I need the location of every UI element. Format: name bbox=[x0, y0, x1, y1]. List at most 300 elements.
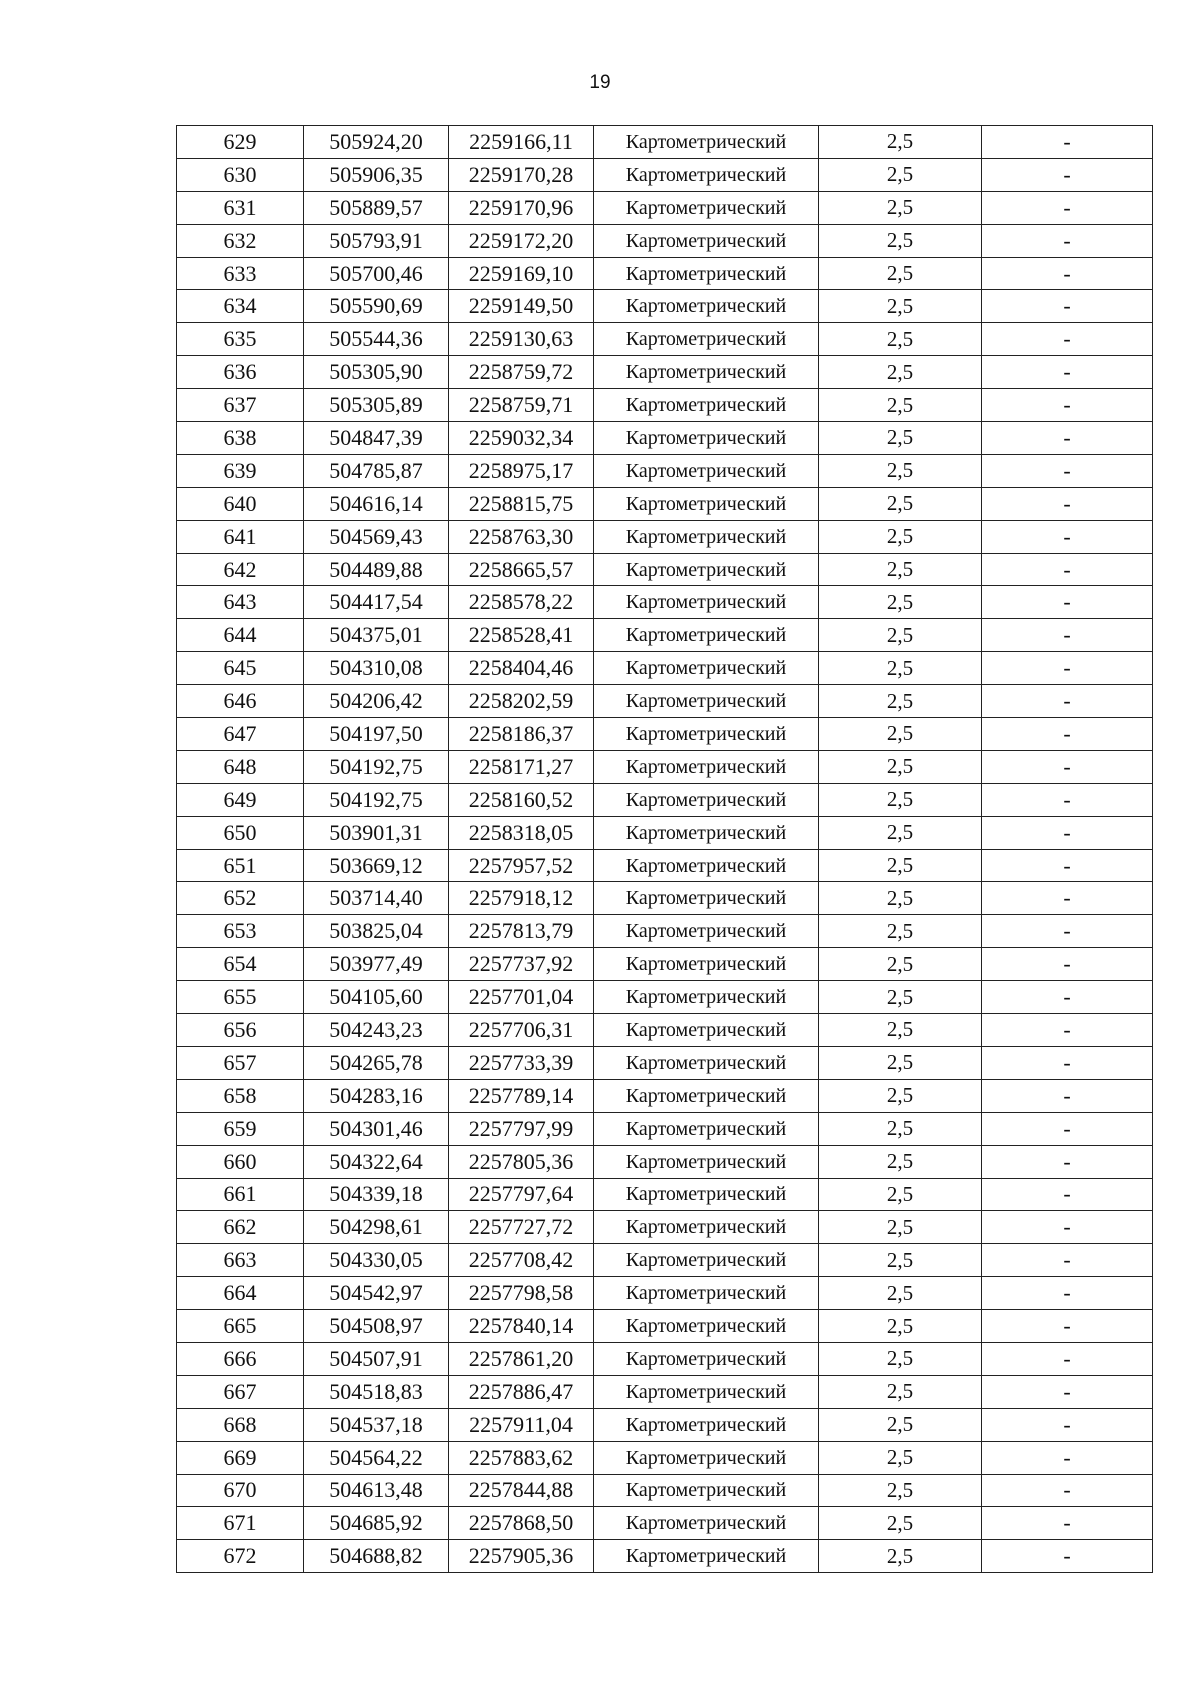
y-coordinate-cell: 2258763,30 bbox=[449, 520, 594, 553]
error-cell: 2,5 bbox=[819, 1408, 982, 1441]
table-row bbox=[177, 1145, 1153, 1178]
method-cell: Картометрический bbox=[594, 652, 819, 685]
point-number-cell: 640 bbox=[177, 487, 304, 520]
error-cell: 2,5 bbox=[819, 1046, 982, 1079]
x-coordinate-cell: 503901,31 bbox=[304, 816, 449, 849]
point-number-cell: 667 bbox=[177, 1375, 304, 1408]
table-row bbox=[177, 882, 1153, 915]
note-cell: - bbox=[982, 981, 1153, 1014]
point-number-cell: 635 bbox=[177, 323, 304, 356]
table-row bbox=[177, 356, 1153, 389]
table-row bbox=[177, 1342, 1153, 1375]
y-coordinate-cell: 2259032,34 bbox=[449, 422, 594, 455]
y-coordinate-cell: 2258171,27 bbox=[449, 750, 594, 783]
error-cell: 2,5 bbox=[819, 750, 982, 783]
note-cell: - bbox=[982, 1540, 1153, 1573]
table-row bbox=[177, 849, 1153, 882]
error-cell: 2,5 bbox=[819, 1507, 982, 1540]
point-number-cell: 651 bbox=[177, 849, 304, 882]
y-coordinate-cell: 2258815,75 bbox=[449, 487, 594, 520]
error-cell: 2,5 bbox=[819, 1079, 982, 1112]
y-coordinate-cell: 2258160,52 bbox=[449, 783, 594, 816]
method-cell: Картометрический bbox=[594, 356, 819, 389]
method-cell: Картометрический bbox=[594, 1046, 819, 1079]
y-coordinate-cell: 2257701,04 bbox=[449, 981, 594, 1014]
error-cell: 2,5 bbox=[819, 652, 982, 685]
x-coordinate-cell: 505924,20 bbox=[304, 126, 449, 159]
note-cell: - bbox=[982, 1145, 1153, 1178]
table-row bbox=[177, 1244, 1153, 1277]
x-coordinate-cell: 504206,42 bbox=[304, 685, 449, 718]
error-cell: 2,5 bbox=[819, 816, 982, 849]
y-coordinate-cell: 2258665,57 bbox=[449, 553, 594, 586]
note-cell: - bbox=[982, 454, 1153, 487]
table-row bbox=[177, 1046, 1153, 1079]
method-cell: Картометрический bbox=[594, 915, 819, 948]
method-cell: Картометрический bbox=[594, 454, 819, 487]
x-coordinate-cell: 504330,05 bbox=[304, 1244, 449, 1277]
x-coordinate-cell: 504283,16 bbox=[304, 1079, 449, 1112]
error-cell: 2,5 bbox=[819, 158, 982, 191]
method-cell: Картометрический bbox=[594, 1145, 819, 1178]
x-coordinate-cell: 505544,36 bbox=[304, 323, 449, 356]
error-cell: 2,5 bbox=[819, 1211, 982, 1244]
y-coordinate-cell: 2259166,11 bbox=[449, 126, 594, 159]
note-cell: - bbox=[982, 1342, 1153, 1375]
method-cell: Картометрический bbox=[594, 520, 819, 553]
error-cell: 2,5 bbox=[819, 1441, 982, 1474]
method-cell: Картометрический bbox=[594, 1079, 819, 1112]
note-cell: - bbox=[982, 1014, 1153, 1047]
point-number-cell: 670 bbox=[177, 1474, 304, 1507]
method-cell: Картометрический bbox=[594, 422, 819, 455]
y-coordinate-cell: 2257708,42 bbox=[449, 1244, 594, 1277]
point-number-cell: 665 bbox=[177, 1310, 304, 1343]
table-row bbox=[177, 783, 1153, 816]
x-coordinate-cell: 503669,12 bbox=[304, 849, 449, 882]
point-number-cell: 672 bbox=[177, 1540, 304, 1573]
page-number: 19 bbox=[589, 72, 611, 93]
point-number-cell: 646 bbox=[177, 685, 304, 718]
y-coordinate-cell: 2257868,50 bbox=[449, 1507, 594, 1540]
note-cell: - bbox=[982, 126, 1153, 159]
y-coordinate-cell: 2257727,72 bbox=[449, 1211, 594, 1244]
table-row bbox=[177, 1408, 1153, 1441]
point-number-cell: 654 bbox=[177, 948, 304, 981]
table-row bbox=[177, 619, 1153, 652]
y-coordinate-cell: 2259170,96 bbox=[449, 191, 594, 224]
y-coordinate-cell: 2259169,10 bbox=[449, 257, 594, 290]
x-coordinate-cell: 504507,91 bbox=[304, 1342, 449, 1375]
point-number-cell: 666 bbox=[177, 1342, 304, 1375]
y-coordinate-cell: 2257789,14 bbox=[449, 1079, 594, 1112]
y-coordinate-cell: 2257797,99 bbox=[449, 1112, 594, 1145]
note-cell: - bbox=[982, 520, 1153, 553]
point-number-cell: 645 bbox=[177, 652, 304, 685]
note-cell: - bbox=[982, 224, 1153, 257]
x-coordinate-cell: 504192,75 bbox=[304, 750, 449, 783]
point-number-cell: 639 bbox=[177, 454, 304, 487]
table-row bbox=[177, 487, 1153, 520]
point-number-cell: 636 bbox=[177, 356, 304, 389]
point-number-cell: 630 bbox=[177, 158, 304, 191]
point-number-cell: 632 bbox=[177, 224, 304, 257]
error-cell: 2,5 bbox=[819, 1277, 982, 1310]
error-cell: 2,5 bbox=[819, 1540, 982, 1573]
table-row bbox=[177, 685, 1153, 718]
x-coordinate-cell: 504243,23 bbox=[304, 1014, 449, 1047]
method-cell: Картометрический bbox=[594, 126, 819, 159]
point-number-cell: 647 bbox=[177, 718, 304, 751]
point-number-cell: 643 bbox=[177, 586, 304, 619]
coordinates-table bbox=[176, 125, 1153, 1573]
y-coordinate-cell: 2258759,72 bbox=[449, 356, 594, 389]
point-number-cell: 648 bbox=[177, 750, 304, 783]
point-number-cell: 653 bbox=[177, 915, 304, 948]
table-row bbox=[177, 1112, 1153, 1145]
error-cell: 2,5 bbox=[819, 1178, 982, 1211]
point-number-cell: 629 bbox=[177, 126, 304, 159]
x-coordinate-cell: 504616,14 bbox=[304, 487, 449, 520]
y-coordinate-cell: 2258578,22 bbox=[449, 586, 594, 619]
point-number-cell: 637 bbox=[177, 389, 304, 422]
y-coordinate-cell: 2257706,31 bbox=[449, 1014, 594, 1047]
table-row bbox=[177, 1079, 1153, 1112]
x-coordinate-cell: 503714,40 bbox=[304, 882, 449, 915]
note-cell: - bbox=[982, 356, 1153, 389]
table-row bbox=[177, 1310, 1153, 1343]
note-cell: - bbox=[982, 389, 1153, 422]
x-coordinate-cell: 504542,97 bbox=[304, 1277, 449, 1310]
point-number-cell: 662 bbox=[177, 1211, 304, 1244]
x-coordinate-cell: 505906,35 bbox=[304, 158, 449, 191]
method-cell: Картометрический bbox=[594, 1277, 819, 1310]
error-cell: 2,5 bbox=[819, 323, 982, 356]
point-number-cell: 657 bbox=[177, 1046, 304, 1079]
point-number-cell: 663 bbox=[177, 1244, 304, 1277]
y-coordinate-cell: 2257798,58 bbox=[449, 1277, 594, 1310]
x-coordinate-cell: 504417,54 bbox=[304, 586, 449, 619]
y-coordinate-cell: 2257883,62 bbox=[449, 1441, 594, 1474]
note-cell: - bbox=[982, 1277, 1153, 1310]
y-coordinate-cell: 2257797,64 bbox=[449, 1178, 594, 1211]
method-cell: Картометрический bbox=[594, 224, 819, 257]
error-cell: 2,5 bbox=[819, 553, 982, 586]
error-cell: 2,5 bbox=[819, 783, 982, 816]
x-coordinate-cell: 504105,60 bbox=[304, 981, 449, 1014]
x-coordinate-cell: 504785,87 bbox=[304, 454, 449, 487]
method-cell: Картометрический bbox=[594, 323, 819, 356]
method-cell: Картометрический bbox=[594, 685, 819, 718]
note-cell: - bbox=[982, 718, 1153, 751]
table-row bbox=[177, 981, 1153, 1014]
error-cell: 2,5 bbox=[819, 619, 982, 652]
method-cell: Картометрический bbox=[594, 816, 819, 849]
note-cell: - bbox=[982, 1046, 1153, 1079]
x-coordinate-cell: 504192,75 bbox=[304, 783, 449, 816]
x-coordinate-cell: 504197,50 bbox=[304, 718, 449, 751]
x-coordinate-cell: 504518,83 bbox=[304, 1375, 449, 1408]
x-coordinate-cell: 504685,92 bbox=[304, 1507, 449, 1540]
point-number-cell: 661 bbox=[177, 1178, 304, 1211]
y-coordinate-cell: 2258202,59 bbox=[449, 685, 594, 718]
note-cell: - bbox=[982, 257, 1153, 290]
table-row bbox=[177, 553, 1153, 586]
point-number-cell: 659 bbox=[177, 1112, 304, 1145]
error-cell: 2,5 bbox=[819, 224, 982, 257]
point-number-cell: 664 bbox=[177, 1277, 304, 1310]
error-cell: 2,5 bbox=[819, 1474, 982, 1507]
error-cell: 2,5 bbox=[819, 191, 982, 224]
note-cell: - bbox=[982, 1178, 1153, 1211]
point-number-cell: 671 bbox=[177, 1507, 304, 1540]
table-row bbox=[177, 948, 1153, 981]
point-number-cell: 655 bbox=[177, 981, 304, 1014]
y-coordinate-cell: 2257957,52 bbox=[449, 849, 594, 882]
point-number-cell: 650 bbox=[177, 816, 304, 849]
y-coordinate-cell: 2259170,28 bbox=[449, 158, 594, 191]
error-cell: 2,5 bbox=[819, 1244, 982, 1277]
note-cell: - bbox=[982, 586, 1153, 619]
x-coordinate-cell: 504537,18 bbox=[304, 1408, 449, 1441]
method-cell: Картометрический bbox=[594, 783, 819, 816]
note-cell: - bbox=[982, 553, 1153, 586]
error-cell: 2,5 bbox=[819, 290, 982, 323]
y-coordinate-cell: 2259149,50 bbox=[449, 290, 594, 323]
error-cell: 2,5 bbox=[819, 356, 982, 389]
note-cell: - bbox=[982, 849, 1153, 882]
method-cell: Картометрический bbox=[594, 553, 819, 586]
note-cell: - bbox=[982, 1244, 1153, 1277]
x-coordinate-cell: 505305,89 bbox=[304, 389, 449, 422]
x-coordinate-cell: 505305,90 bbox=[304, 356, 449, 389]
note-cell: - bbox=[982, 1441, 1153, 1474]
method-cell: Картометрический bbox=[594, 1375, 819, 1408]
method-cell: Картометрический bbox=[594, 1014, 819, 1047]
table-row bbox=[177, 1178, 1153, 1211]
table-row bbox=[177, 1441, 1153, 1474]
y-coordinate-cell: 2257905,36 bbox=[449, 1540, 594, 1573]
note-cell: - bbox=[982, 619, 1153, 652]
note-cell: - bbox=[982, 948, 1153, 981]
method-cell: Картометрический bbox=[594, 290, 819, 323]
y-coordinate-cell: 2257733,39 bbox=[449, 1046, 594, 1079]
method-cell: Картометрический bbox=[594, 619, 819, 652]
y-coordinate-cell: 2259172,20 bbox=[449, 224, 594, 257]
x-coordinate-cell: 505889,57 bbox=[304, 191, 449, 224]
table-row bbox=[177, 323, 1153, 356]
table-row bbox=[177, 1507, 1153, 1540]
note-cell: - bbox=[982, 323, 1153, 356]
point-number-cell: 658 bbox=[177, 1079, 304, 1112]
error-cell: 2,5 bbox=[819, 948, 982, 981]
x-coordinate-cell: 504322,64 bbox=[304, 1145, 449, 1178]
point-number-cell: 649 bbox=[177, 783, 304, 816]
y-coordinate-cell: 2258528,41 bbox=[449, 619, 594, 652]
note-cell: - bbox=[982, 750, 1153, 783]
point-number-cell: 652 bbox=[177, 882, 304, 915]
x-coordinate-cell: 504301,46 bbox=[304, 1112, 449, 1145]
table-row bbox=[177, 915, 1153, 948]
point-number-cell: 633 bbox=[177, 257, 304, 290]
y-coordinate-cell: 2257861,20 bbox=[449, 1342, 594, 1375]
x-coordinate-cell: 504564,22 bbox=[304, 1441, 449, 1474]
y-coordinate-cell: 2257886,47 bbox=[449, 1375, 594, 1408]
method-cell: Картометрический bbox=[594, 1342, 819, 1375]
y-coordinate-cell: 2258975,17 bbox=[449, 454, 594, 487]
error-cell: 2,5 bbox=[819, 1112, 982, 1145]
point-number-cell: 660 bbox=[177, 1145, 304, 1178]
table-row bbox=[177, 290, 1153, 323]
coordinates-table-body bbox=[177, 126, 1153, 1573]
x-coordinate-cell: 503825,04 bbox=[304, 915, 449, 948]
table-row bbox=[177, 816, 1153, 849]
error-cell: 2,5 bbox=[819, 915, 982, 948]
table-row bbox=[177, 1375, 1153, 1408]
table-row bbox=[177, 750, 1153, 783]
method-cell: Картометрический bbox=[594, 1540, 819, 1573]
y-coordinate-cell: 2258404,46 bbox=[449, 652, 594, 685]
method-cell: Картометрический bbox=[594, 586, 819, 619]
method-cell: Картометрический bbox=[594, 1507, 819, 1540]
error-cell: 2,5 bbox=[819, 1145, 982, 1178]
x-coordinate-cell: 504265,78 bbox=[304, 1046, 449, 1079]
table-row bbox=[177, 1474, 1153, 1507]
error-cell: 2,5 bbox=[819, 1014, 982, 1047]
error-cell: 2,5 bbox=[819, 1342, 982, 1375]
note-cell: - bbox=[982, 783, 1153, 816]
method-cell: Картометрический bbox=[594, 1211, 819, 1244]
method-cell: Картометрический bbox=[594, 191, 819, 224]
y-coordinate-cell: 2257911,04 bbox=[449, 1408, 594, 1441]
note-cell: - bbox=[982, 1310, 1153, 1343]
x-coordinate-cell: 504489,88 bbox=[304, 553, 449, 586]
point-number-cell: 638 bbox=[177, 422, 304, 455]
method-cell: Картометрический bbox=[594, 882, 819, 915]
method-cell: Картометрический bbox=[594, 158, 819, 191]
error-cell: 2,5 bbox=[819, 1310, 982, 1343]
note-cell: - bbox=[982, 191, 1153, 224]
error-cell: 2,5 bbox=[819, 586, 982, 619]
error-cell: 2,5 bbox=[819, 454, 982, 487]
error-cell: 2,5 bbox=[819, 520, 982, 553]
table-row bbox=[177, 224, 1153, 257]
point-number-cell: 669 bbox=[177, 1441, 304, 1474]
table-row bbox=[177, 191, 1153, 224]
y-coordinate-cell: 2257918,12 bbox=[449, 882, 594, 915]
y-coordinate-cell: 2257805,36 bbox=[449, 1145, 594, 1178]
y-coordinate-cell: 2259130,63 bbox=[449, 323, 594, 356]
note-cell: - bbox=[982, 816, 1153, 849]
x-coordinate-cell: 504339,18 bbox=[304, 1178, 449, 1211]
x-coordinate-cell: 505700,46 bbox=[304, 257, 449, 290]
table-row bbox=[177, 158, 1153, 191]
error-cell: 2,5 bbox=[819, 882, 982, 915]
point-number-cell: 656 bbox=[177, 1014, 304, 1047]
note-cell: - bbox=[982, 685, 1153, 718]
x-coordinate-cell: 504847,39 bbox=[304, 422, 449, 455]
note-cell: - bbox=[982, 1211, 1153, 1244]
x-coordinate-cell: 504508,97 bbox=[304, 1310, 449, 1343]
error-cell: 2,5 bbox=[819, 981, 982, 1014]
method-cell: Картометрический bbox=[594, 981, 819, 1014]
table-row bbox=[177, 389, 1153, 422]
table-row bbox=[177, 422, 1153, 455]
table-row bbox=[177, 1277, 1153, 1310]
x-coordinate-cell: 504688,82 bbox=[304, 1540, 449, 1573]
x-coordinate-cell: 505793,91 bbox=[304, 224, 449, 257]
x-coordinate-cell: 504310,08 bbox=[304, 652, 449, 685]
note-cell: - bbox=[982, 487, 1153, 520]
error-cell: 2,5 bbox=[819, 487, 982, 520]
table-row bbox=[177, 586, 1153, 619]
y-coordinate-cell: 2257844,88 bbox=[449, 1474, 594, 1507]
method-cell: Картометрический bbox=[594, 1244, 819, 1277]
note-cell: - bbox=[982, 1079, 1153, 1112]
method-cell: Картометрический bbox=[594, 1310, 819, 1343]
method-cell: Картометрический bbox=[594, 487, 819, 520]
method-cell: Картометрический bbox=[594, 1408, 819, 1441]
error-cell: 2,5 bbox=[819, 126, 982, 159]
x-coordinate-cell: 505590,69 bbox=[304, 290, 449, 323]
table-row bbox=[177, 454, 1153, 487]
point-number-cell: 631 bbox=[177, 191, 304, 224]
method-cell: Картометрический bbox=[594, 389, 819, 422]
method-cell: Картометрический bbox=[594, 849, 819, 882]
table-row bbox=[177, 652, 1153, 685]
note-cell: - bbox=[982, 1112, 1153, 1145]
method-cell: Картометрический bbox=[594, 948, 819, 981]
point-number-cell: 644 bbox=[177, 619, 304, 652]
note-cell: - bbox=[982, 1507, 1153, 1540]
method-cell: Картометрический bbox=[594, 1474, 819, 1507]
y-coordinate-cell: 2258759,71 bbox=[449, 389, 594, 422]
note-cell: - bbox=[982, 882, 1153, 915]
point-number-cell: 641 bbox=[177, 520, 304, 553]
table-row bbox=[177, 718, 1153, 751]
note-cell: - bbox=[982, 1408, 1153, 1441]
point-number-cell: 668 bbox=[177, 1408, 304, 1441]
note-cell: - bbox=[982, 652, 1153, 685]
x-coordinate-cell: 504375,01 bbox=[304, 619, 449, 652]
y-coordinate-cell: 2257840,14 bbox=[449, 1310, 594, 1343]
y-coordinate-cell: 2258186,37 bbox=[449, 718, 594, 751]
point-number-cell: 634 bbox=[177, 290, 304, 323]
table-row bbox=[177, 1014, 1153, 1047]
table-row bbox=[177, 1211, 1153, 1244]
note-cell: - bbox=[982, 915, 1153, 948]
note-cell: - bbox=[982, 1474, 1153, 1507]
point-number-cell: 642 bbox=[177, 553, 304, 586]
method-cell: Картометрический bbox=[594, 1178, 819, 1211]
error-cell: 2,5 bbox=[819, 389, 982, 422]
method-cell: Картометрический bbox=[594, 750, 819, 783]
y-coordinate-cell: 2257737,92 bbox=[449, 948, 594, 981]
method-cell: Картометрический bbox=[594, 1112, 819, 1145]
x-coordinate-cell: 504298,61 bbox=[304, 1211, 449, 1244]
error-cell: 2,5 bbox=[819, 1375, 982, 1408]
x-coordinate-cell: 503977,49 bbox=[304, 948, 449, 981]
note-cell: - bbox=[982, 422, 1153, 455]
note-cell: - bbox=[982, 1375, 1153, 1408]
note-cell: - bbox=[982, 290, 1153, 323]
method-cell: Картометрический bbox=[594, 718, 819, 751]
method-cell: Картометрический bbox=[594, 257, 819, 290]
y-coordinate-cell: 2257813,79 bbox=[449, 915, 594, 948]
x-coordinate-cell: 504613,48 bbox=[304, 1474, 449, 1507]
y-coordinate-cell: 2258318,05 bbox=[449, 816, 594, 849]
table-row bbox=[177, 1540, 1153, 1573]
